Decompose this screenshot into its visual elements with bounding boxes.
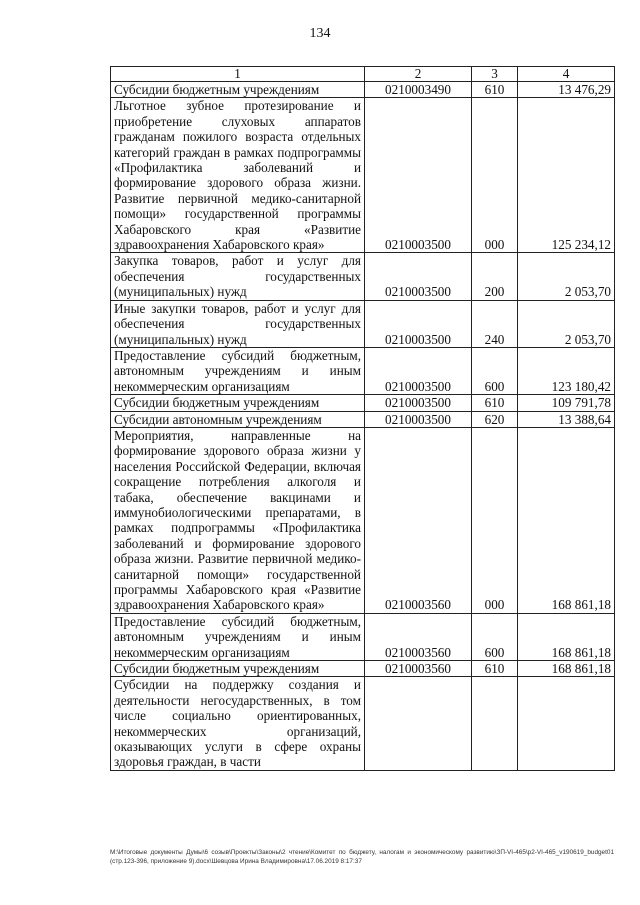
- row-name: Субсидии бюджетным учреждениям: [111, 395, 365, 411]
- row-type: 600: [472, 347, 518, 394]
- row-code: 0210003500: [365, 98, 472, 253]
- document-file-path: М:\Итоговые документы Думы\6 созыв\Проекты\Законы\2 чтение\Комитет по бюджету, налогам и экономическому развитию\ЗП-VI-465\р2-VI-465_v190619_budget01 (стр.123-396, приложение 9).docx\Шевцова Ирина Владимировна\17.06.2019 8:17:37: [110, 849, 614, 865]
- table-row: [111, 613, 615, 660]
- table-row: [111, 411, 615, 427]
- table-row: [111, 300, 615, 347]
- row-name: Субсидии бюджетным учреждениям: [111, 661, 365, 677]
- row-code: 0210003500: [365, 253, 472, 300]
- row-name: Предоставление субсидий бюджетным, автономным учреждениям и иным некоммерческим организациям: [111, 613, 365, 660]
- row-sum: [518, 677, 615, 770]
- row-code: 0210003500: [365, 300, 472, 347]
- row-type: 240: [472, 300, 518, 347]
- table-row: [111, 395, 615, 411]
- budget-table: [110, 66, 615, 771]
- table-row: [111, 82, 615, 98]
- row-name: Субсидии на поддержку создания и деятельности негосударственных, в том числе социально ориентированных, некоммерческих организаций, оказывающих услуги в сфере охраны здоровья граждан, в части: [111, 677, 365, 770]
- row-type: 000: [472, 98, 518, 253]
- row-name: Субсидии бюджетным учреждениям: [111, 82, 365, 98]
- row-type: 200: [472, 253, 518, 300]
- row-sum: 13 388,64: [518, 411, 615, 427]
- table-row: [111, 427, 615, 613]
- row-code: 0210003560: [365, 427, 472, 613]
- row-sum: 168 861,18: [518, 613, 615, 660]
- column-header: 4: [518, 67, 615, 82]
- row-sum: 123 180,42: [518, 347, 615, 394]
- row-name: Иные закупки товаров, работ и услуг для обеспечения государственных (муниципальных) нужд: [111, 300, 365, 347]
- row-sum: 2 053,70: [518, 300, 615, 347]
- row-sum: 168 861,18: [518, 427, 615, 613]
- row-code: 0210003490: [365, 82, 472, 98]
- row-name: Предоставление субсидий бюджетным, автономным учреждениям и иным некоммерческим организациям: [111, 347, 365, 394]
- row-name: Закупка товаров, работ и услуг для обеспечения государственных (муниципальных) нужд: [111, 253, 365, 300]
- row-sum: 168 861,18: [518, 661, 615, 677]
- row-type: 610: [472, 661, 518, 677]
- row-code: 0210003560: [365, 613, 472, 660]
- table-row: [111, 661, 615, 677]
- row-code: 0210003560: [365, 661, 472, 677]
- column-header: 1: [111, 67, 365, 82]
- row-name: Мероприятия, направленные на формирование здорового образа жизни у населения Российской Федерации, включая сокращение потребления алкоголя и табака, обеспечение вакцинами и иммунобиологическими препаратами, в рамках подпрограммы «Профилактика заболеваний и формирование здорового образа жизни. Развитие первичной медико-санитарной помощи» государственной программы Хабаровского края «Развитие здравоохранения Хабаровского края»: [111, 427, 365, 613]
- row-code: [365, 677, 472, 770]
- table-row: [111, 253, 615, 300]
- row-type: 610: [472, 395, 518, 411]
- table-row: [111, 347, 615, 394]
- column-header: 3: [472, 67, 518, 82]
- row-sum: 13 476,29: [518, 82, 615, 98]
- table-header-row: [111, 67, 615, 82]
- row-sum: 125 234,12: [518, 98, 615, 253]
- row-type: [472, 677, 518, 770]
- row-name: Льготное зубное протезирование и приобретение слуховых аппаратов гражданам пожилого возраста отдельных категорий граждан в рамках подпрограммы «Профилактика заболеваний и формирование здорового образа жизни. Развитие первичной медико-санитарной помощи» государственной программы Хабаровского края «Развитие здравоохранения Хабаровского края»: [111, 98, 365, 253]
- row-type: 620: [472, 411, 518, 427]
- column-header: 2: [365, 67, 472, 82]
- table-row: [111, 98, 615, 253]
- row-type: 000: [472, 427, 518, 613]
- table-row: [111, 677, 615, 770]
- row-code: 0210003500: [365, 347, 472, 394]
- row-sum: 109 791,78: [518, 395, 615, 411]
- row-code: 0210003500: [365, 395, 472, 411]
- row-type: 610: [472, 82, 518, 98]
- row-code: 0210003500: [365, 411, 472, 427]
- row-type: 600: [472, 613, 518, 660]
- page-number: 134: [309, 26, 331, 41]
- row-name: Субсидии автономным учреждениям: [111, 411, 365, 427]
- row-sum: 2 053,70: [518, 253, 615, 300]
